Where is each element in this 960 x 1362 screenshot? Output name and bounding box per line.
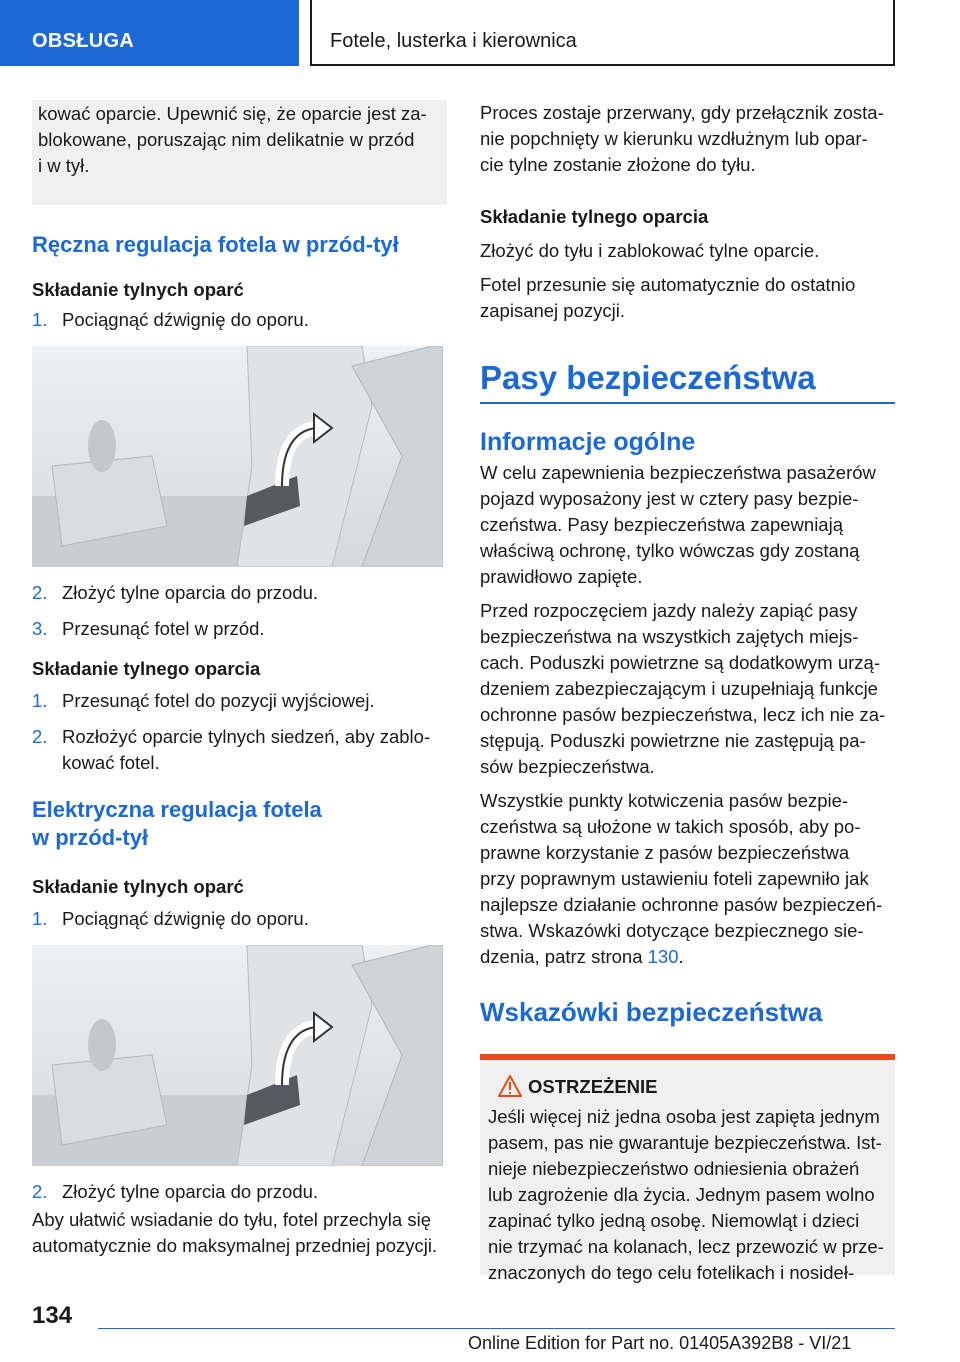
list-item	[32, 906, 447, 932]
paragraph-line: W celu zapewnienia bezpieczeństwa pasażerów	[480, 462, 876, 483]
paragraph-line: cie tylne zostanie złożone do tyłu.	[480, 154, 756, 175]
paragraph-line: lub zagrożenie dla życia. Jednym pasem wolno	[488, 1184, 875, 1205]
paragraph-line: Aby ułatwić wsiadanie do tyłu, fotel przechyla się	[32, 1209, 431, 1230]
process-paragraph	[480, 100, 895, 178]
seat-lever-drawing	[32, 346, 443, 567]
warning-title	[488, 1074, 887, 1100]
list-item	[32, 307, 447, 333]
paragraph-line: dzenia, patrz strona	[480, 946, 648, 967]
step-number: 1.	[32, 690, 48, 711]
paragraph-line: Proces zostaje przerwany, gdy przełącznik zosta‐	[480, 102, 884, 123]
note-box	[32, 100, 447, 205]
paragraph-line: dzeniem zabezpieczającym i uzupełniają funkcje	[480, 678, 878, 699]
paragraph-line: ochronne pasów bezpieczeństwa, lecz ich nie za‐	[480, 704, 886, 725]
paragraph-line: czeństwa są ułożone w takich sposób, aby po‐	[480, 816, 861, 837]
fold-back-paragraph: Złożyć do tyłu i zablokować tylne oparcie.	[480, 240, 820, 261]
paragraph-line: pasem, pas nie gwarantuje bezpieczeństwa. Ist‐	[488, 1132, 882, 1153]
section-tab	[0, 0, 299, 66]
seat-lever-illustration	[32, 346, 443, 567]
auto-move-paragraph	[480, 272, 895, 324]
general-paragraph-3	[480, 788, 895, 970]
page-header	[0, 0, 960, 66]
note-line: kować oparcie. Upewnić się, że oparcie jest za‐	[38, 103, 427, 124]
left-column	[32, 100, 447, 1259]
seat-lever-drawing	[32, 945, 443, 1166]
paragraph-line: przy poprawnym ustawieniu foteli zapewniło jak	[480, 868, 869, 889]
safety-tips-heading: Wskazówki bezpieczeństwa	[480, 997, 823, 1027]
warning-title-text: OSTRZEŻENIE	[528, 1076, 658, 1097]
paragraph-line: stępują. Poduszki powietrzne nie zastępują pa‐	[480, 730, 866, 751]
warning-text	[488, 1104, 887, 1286]
unfold-steps	[32, 688, 447, 776]
seat-lever-illustration-electric	[32, 945, 443, 1166]
manual-adjust-heading: Ręczna regulacja fotela w przód-tył	[32, 232, 399, 257]
electric-steps-b	[32, 1179, 447, 1205]
chapter-box	[310, 0, 895, 66]
paragraph-punctuation: .	[678, 946, 684, 967]
paragraph-line: prawne korzystanie z pasów bezpieczeństwa	[480, 842, 850, 863]
note-line: i w tył.	[38, 155, 90, 176]
paragraph-line: bezpieczeństwa na wszystkich zajętych miejs‐	[480, 626, 859, 647]
step-text: Złożyć tylne oparcia do przodu.	[62, 582, 319, 603]
electric-adjust-heading	[32, 796, 447, 852]
step-text: Przesunąć fotel w przód.	[62, 618, 265, 639]
paragraph-line: pojazd wyposażony jest w cztery pasy bezpie‐	[480, 488, 859, 509]
paragraph-line: znaczonych do tego celu fotelikach i nosideł‐	[488, 1262, 855, 1283]
general-paragraph-2	[480, 598, 895, 780]
paragraph-line: sów bezpieczeństwa.	[480, 756, 655, 777]
paragraph-line: cach. Poduszki powietrzne są dodatkowym urzą‐	[480, 652, 880, 673]
section-label: OBSŁUGA	[32, 30, 135, 52]
manual-unfold-subheading: Składanie tylnego oparcia	[32, 658, 261, 679]
manual-steps-a	[32, 307, 447, 333]
step-number: 2.	[32, 582, 48, 603]
chapter-label: Fotele, lusterka i kierownica	[330, 30, 577, 52]
step-text: Rozłożyć oparcie tylnych siedzeń, aby zablo‐	[62, 726, 431, 747]
step-text: Pociągnąć dźwignię do oporu.	[62, 309, 309, 330]
paragraph-line: automatycznie do maksymalnej przedniej pozycji.	[32, 1235, 438, 1256]
paragraph-line: Fotel przesunie się automatycznie do ostatnio	[480, 274, 856, 295]
warning-box	[480, 1060, 895, 1283]
heading-line: w przód-tył	[32, 825, 149, 850]
list-item	[32, 580, 447, 606]
right-column	[480, 100, 895, 1283]
electric-steps-a	[32, 906, 447, 932]
paragraph-line: zapisanej pozycji.	[480, 300, 625, 321]
paragraph-line: nie trzymać na kolanach, lecz przewozić w prze‐	[488, 1236, 884, 1257]
warning-triangle-icon	[498, 1075, 522, 1097]
list-item	[32, 1179, 447, 1205]
page-number: 134	[32, 1302, 73, 1329]
step-number: 2.	[32, 726, 48, 747]
paragraph-line: Przed rozpoczęciem jazdy należy zapiąć pasy	[480, 600, 858, 621]
paragraph-line: Wszystkie punkty kotwiczenia pasów bezpie‐	[480, 790, 849, 811]
paragraph-line: stwa. Wskazówki dotyczące bezpiecznego sie‐	[480, 920, 864, 941]
paragraph-line: Jeśli więcej niż jedna osoba jest zapięta jednym	[488, 1106, 880, 1127]
step-number: 3.	[32, 618, 48, 639]
fold-back-subheading: Składanie tylnego oparcia	[480, 206, 709, 227]
heading-rule	[480, 402, 895, 404]
step-number: 2.	[32, 1181, 48, 1202]
footer-rule	[98, 1328, 895, 1329]
list-item	[32, 724, 447, 776]
paragraph-line: nie popchnięty w kierunku wzdłużnym lub opar‐	[480, 128, 868, 149]
electric-paragraph	[32, 1207, 447, 1259]
electric-fold-subheading: Składanie tylnych oparć	[32, 876, 244, 897]
list-item	[32, 688, 447, 714]
step-text: Pociągnąć dźwignię do oporu.	[62, 908, 309, 929]
page-reference-link[interactable]: 130	[647, 946, 679, 967]
manual-fold-subheading: Składanie tylnych oparć	[32, 279, 244, 300]
step-text: Złożyć tylne oparcia do przodu.	[62, 1181, 319, 1202]
paragraph-line: prawidłowo zapięte.	[480, 566, 643, 587]
paragraph-line: najlepsze działanie ochronne pasów bezpieczeń‐	[480, 894, 883, 915]
note-line: blokowane, poruszając nim delikatnie w przód	[38, 129, 415, 150]
step-text: Przesunąć fotel do pozycji wyjściowej.	[62, 690, 375, 711]
step-number: 1.	[32, 309, 48, 330]
seat-belts-heading: Pasy bezpieczeństwa	[480, 359, 816, 396]
heading-line: Elektryczna regulacja fotela	[32, 797, 322, 822]
paragraph-line: właściwą ochronę, tylko wówczas gdy zostaną	[480, 540, 860, 561]
manual-steps-b	[32, 580, 447, 642]
general-paragraph-1	[480, 460, 895, 590]
list-item	[32, 616, 447, 642]
step-number: 1.	[32, 908, 48, 929]
paragraph-line: zapinać tylko jedną osobę. Niemowląt i dzieci	[488, 1210, 860, 1231]
edition-text: Online Edition for Part no. 01405A392B8 - VI/21	[468, 1333, 852, 1353]
step-text: kować fotel.	[62, 752, 160, 773]
general-info-heading: Informacje ogólne	[480, 428, 696, 456]
paragraph-line: nieje niebezpieczeństwo odniesienia obrażeń	[488, 1158, 860, 1179]
paragraph-line: czeństwa. Pasy bezpieczeństwa zapewniają	[480, 514, 843, 535]
